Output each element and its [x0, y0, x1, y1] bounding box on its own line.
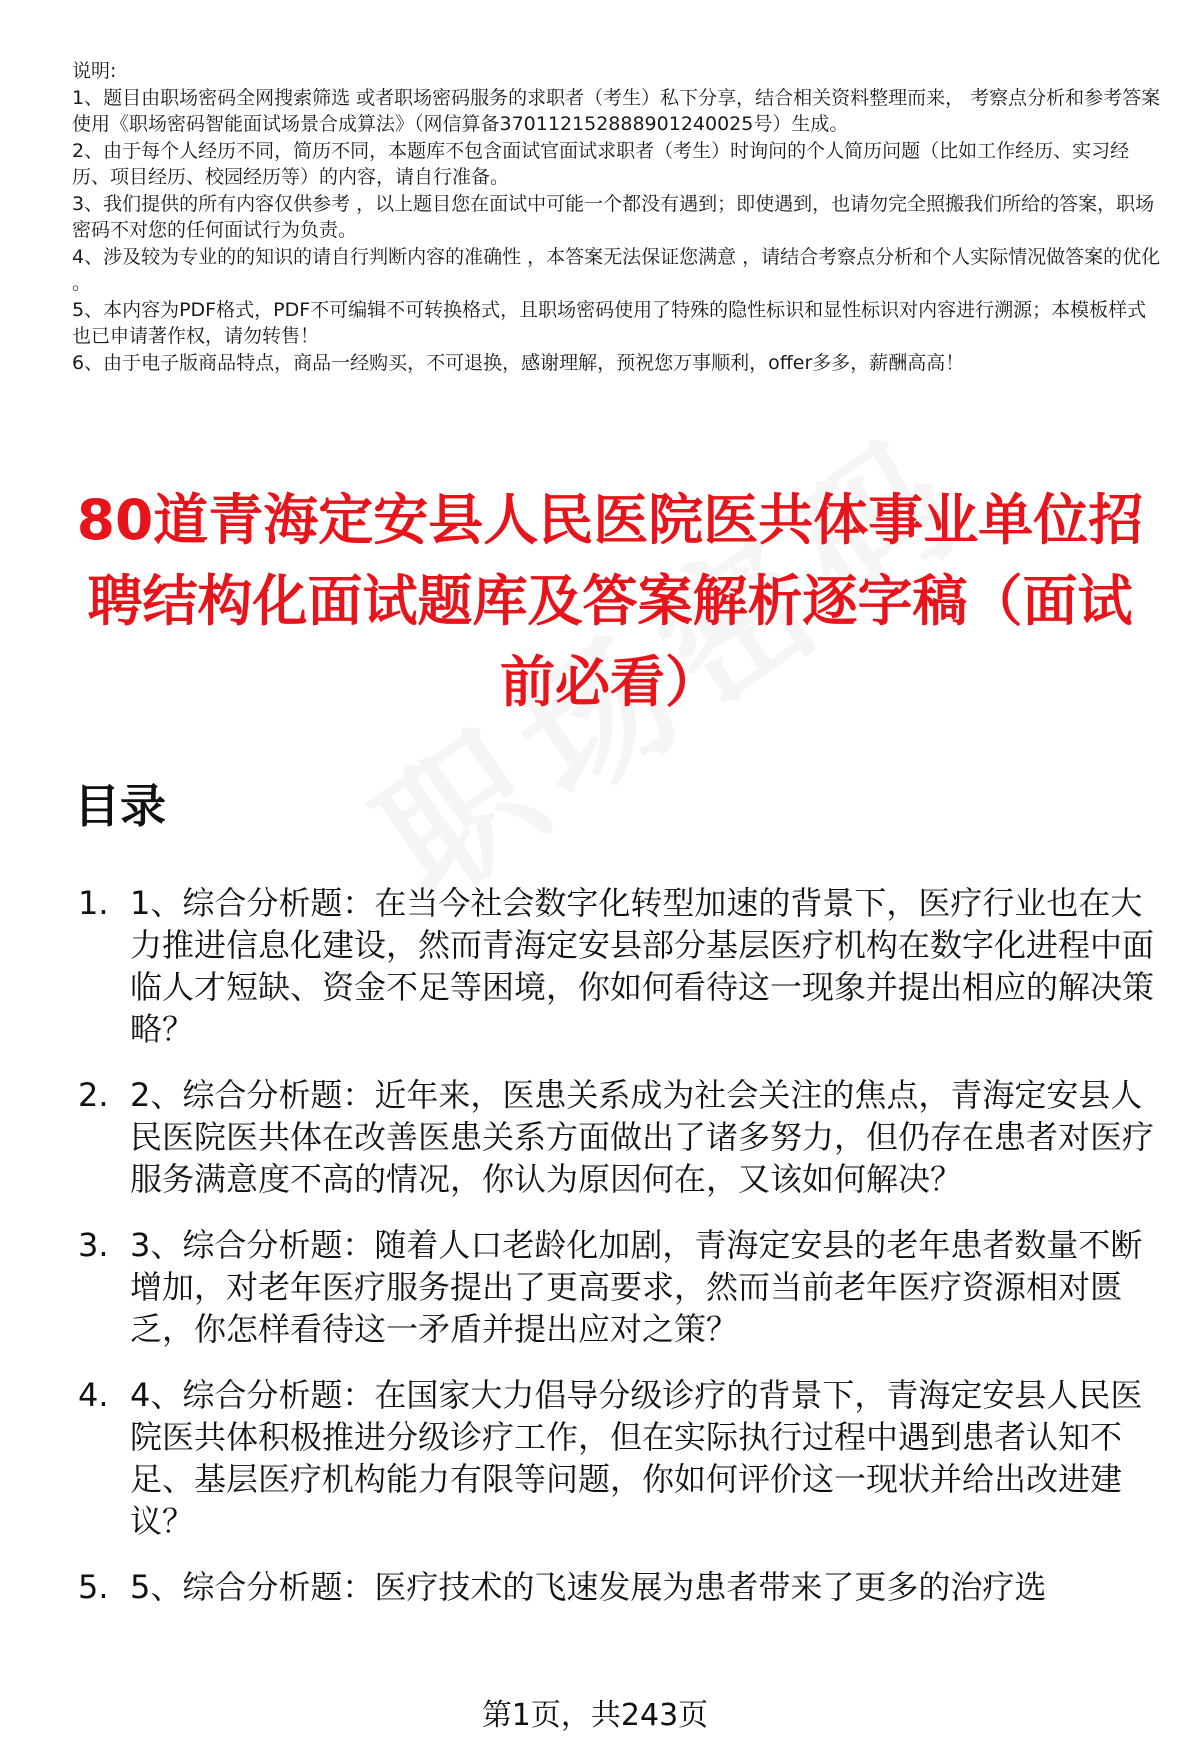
table-of-contents — [78, 882, 1170, 1632]
toc-item-number: 5. — [78, 1568, 109, 1606]
toc-item[interactable] — [78, 882, 1170, 1050]
disclaimer-notes — [72, 58, 1162, 376]
toc-item[interactable] — [78, 1374, 1170, 1542]
note-line: 3、我们提供的所有内容仅供参考 ，以上题目您在面试中可能一个都没有遇到；即使遇到，也请勿完全照搬我们所给的答案，职场密码不对您的任何面试行为负责。 — [72, 192, 1155, 241]
note-line: 4、涉及较为专业的的知识的请自行判断内容的准确性 ，本答案无法保证您满意 ，请结合考察点分析和个人实际情况做答案的优化 。 — [72, 245, 1161, 294]
note-line: 1、题目由职场密码全网搜索筛选 或者职场密码服务的求职者（考生）私下分享，结合相关资料整理而来， 考察点分析和参考答案使用《职场密码智能面试场景合成算法》（网信算备370112152888901240025号）生成。 — [72, 86, 1161, 135]
toc-item-number: 1. — [78, 884, 109, 922]
toc-item-text: 1、综合分析题：在当今社会数字化转型加速的背景下，医疗行业也在大力推进信息化建设，然而青海定安县部分基层医疗机构在数字化进程中面临人才短缺、资金不足等困境，你如何看待这一现象并提出相应的解决策略？ — [130, 884, 1155, 1048]
document-title: 80道青海定安县人民医院医共体事业单位招聘结构化面试题库及答案解析逐字稿（面试前必看） — [76, 488, 1144, 714]
toc-item[interactable] — [78, 1224, 1170, 1350]
notes-heading: 说明: — [72, 60, 117, 82]
toc-item-number: 3. — [78, 1226, 109, 1264]
toc-item-number: 2. — [78, 1076, 109, 1114]
note-line: 5、本内容为PDF格式，PDF不可编辑不可转换格式，且职场密码使用了特殊的隐性标识和显性标识对内容进行溯源；本模板样式也已申请著作权，请勿转售！ — [72, 298, 1147, 347]
page-footer: 第1页，共243页 — [481, 1698, 709, 1733]
toc-item-number: 4. — [78, 1376, 109, 1414]
note-line: 2、由于每个人经历不同，简历不同，本题库不包含面试官面试求职者（考生）时询问的个人简历问题（比如工作经历、实习经历、项目经历、校园经历等）的内容，请自行准备。 — [72, 139, 1130, 188]
toc-item-text: 2、综合分析题：近年来，医患关系成为社会关注的焦点，青海定安县人民医院医共体在改善医患关系方面做出了诸多努力，但仍存在患者对医疗服务满意度不高的情况，你认为原因何在，又该如何解决？ — [130, 1076, 1155, 1198]
toc-heading: 目录 — [74, 779, 166, 833]
toc-item-text: 4、综合分析题：在国家大力倡导分级诊疗的背景下，青海定安县人民医院医共体积极推进分级诊疗工作，但在实际执行过程中遇到患者认知不足、基层医疗机构能力有限等问题，你如何评价这一现状并给出改进建议？ — [130, 1376, 1143, 1540]
toc-item-text: 3、综合分析题：随着人口老龄化加剧，青海定安县的老年患者数量不断增加，对老年医疗服务提出了更高要求，然而当前老年医疗资源相对匮乏，你怎样看待这一矛盾并提出应对之策？ — [130, 1226, 1143, 1348]
toc-item-text: 5、综合分析题：医疗技术的飞速发展为患者带来了更多的治疗选 — [130, 1568, 1047, 1606]
toc-item[interactable] — [78, 1074, 1170, 1200]
note-line: 6、由于电子版商品特点，商品一经购买，不可退换，感谢理解，预祝您万事顺利，offer多多，薪酬高高！ — [72, 351, 965, 374]
toc-item[interactable] — [78, 1566, 1170, 1608]
